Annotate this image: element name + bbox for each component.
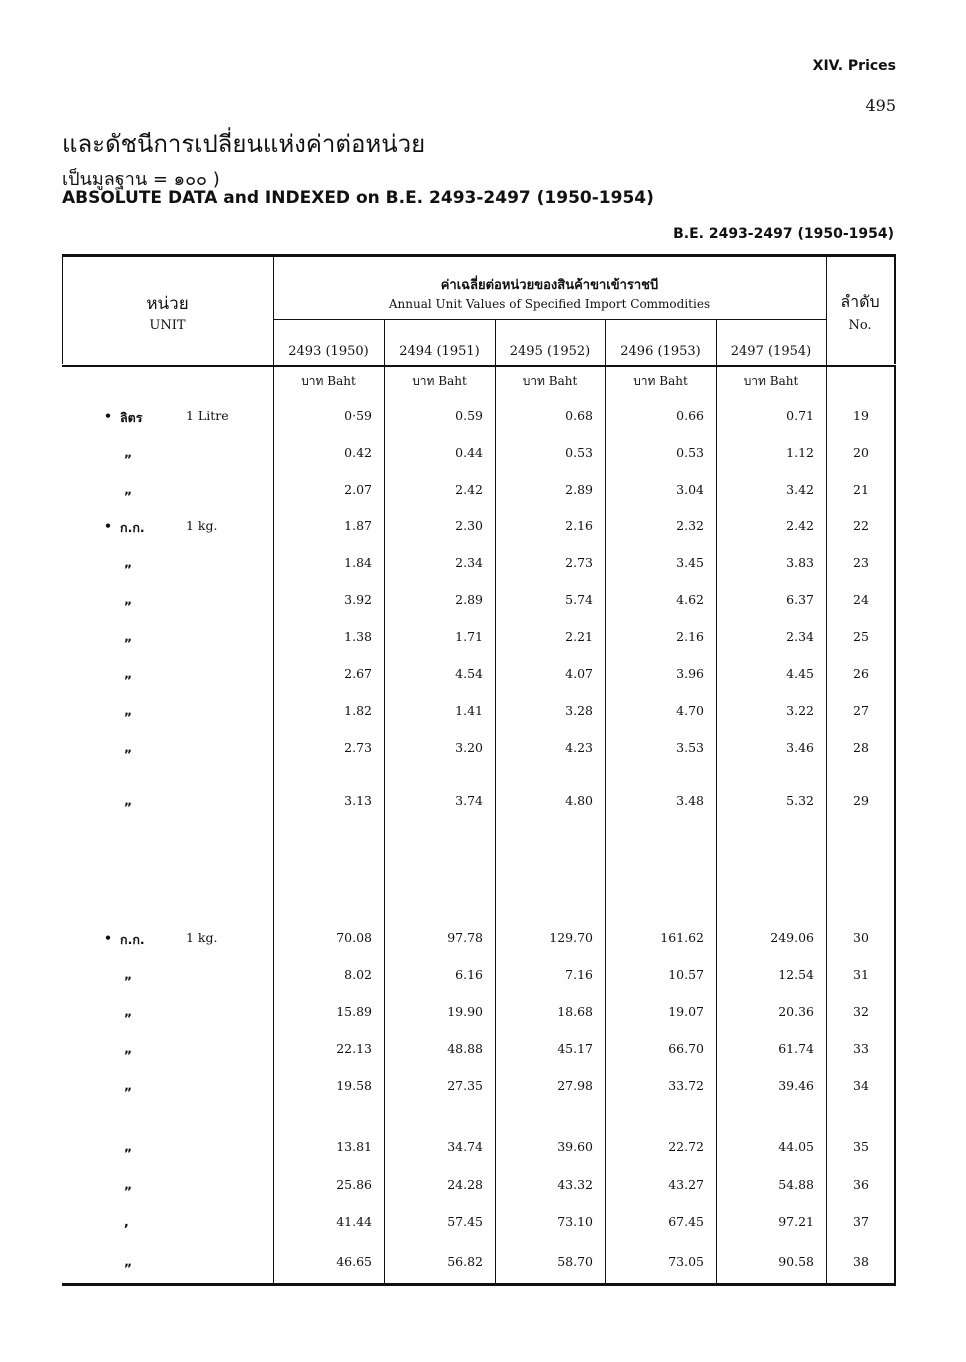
year-header: 2495 (1952) <box>509 344 591 359</box>
unit-thai: „ <box>124 592 133 607</box>
value-cell: 0.71 <box>786 408 814 423</box>
row-number: 22 <box>853 518 869 533</box>
value-cell: 25.86 <box>336 1177 372 1192</box>
value-cell: 19.90 <box>447 1004 483 1019</box>
row-number: 38 <box>853 1254 869 1269</box>
value-cell: 54.88 <box>778 1177 814 1192</box>
unit-thai: „ <box>124 793 133 808</box>
value-cell: 4.45 <box>786 666 814 681</box>
value-cell: 13.81 <box>336 1139 372 1154</box>
value-cell: 41.44 <box>336 1214 372 1229</box>
value-cell: 57.45 <box>447 1214 483 1229</box>
value-cell: 3.74 <box>455 793 483 808</box>
unit-thai: „ <box>124 666 133 681</box>
title-thai: และดัชนีการเปลี่ยนแห่งค่าต่อหน่วย <box>62 130 426 158</box>
unit-english: 1 kg. <box>186 518 218 533</box>
value-cell: 2.89 <box>455 592 483 607</box>
section-header: XIV. Prices <box>812 58 896 74</box>
title-english: ABSOLUTE DATA and INDEXED on B.E. 2493-2497 (1950-1954) <box>62 188 654 208</box>
value-cell: 3.28 <box>565 703 593 718</box>
value-cell: 2.34 <box>455 555 483 570</box>
value-cell: 0.66 <box>676 408 704 423</box>
value-cell: 0.68 <box>565 408 593 423</box>
value-cell: 56.82 <box>447 1254 483 1269</box>
value-cell: 2.67 <box>344 666 372 681</box>
unit-thai: ลิตร <box>120 410 143 425</box>
value-cell: 0.44 <box>455 445 483 460</box>
value-cell: 161.62 <box>660 930 704 945</box>
value-cell: 46.65 <box>336 1254 372 1269</box>
value-cell: 1.82 <box>344 703 372 718</box>
unit-thai: „ <box>124 1177 133 1192</box>
value-cell: 48.88 <box>447 1041 483 1056</box>
value-cell: 2.30 <box>455 518 483 533</box>
unit-thai: „ <box>124 967 133 982</box>
unit-thai: ก.ก. <box>120 932 145 947</box>
value-cell: 20.36 <box>778 1004 814 1019</box>
unit-thai: „ <box>124 482 133 497</box>
unit-english: 1 kg. <box>186 930 218 945</box>
value-cell: 39.46 <box>778 1078 814 1093</box>
value-cell: 3.46 <box>786 740 814 755</box>
value-cell: 70.08 <box>336 930 372 945</box>
value-cell: 8.02 <box>344 967 372 982</box>
row-number: 31 <box>853 967 869 982</box>
value-cell: 2.89 <box>565 482 593 497</box>
unit-thai: „ <box>124 703 133 718</box>
value-cell: 4.62 <box>676 592 704 607</box>
value-cell: 97.78 <box>447 930 483 945</box>
value-cell: 3.48 <box>676 793 704 808</box>
value-cell: 19.07 <box>668 1004 704 1019</box>
page-number: 495 <box>865 96 896 115</box>
unit-thai: „ <box>124 629 133 644</box>
value-cell: 3.20 <box>455 740 483 755</box>
values-header-english: Annual Unit Values of Specified Import Commodities <box>388 297 711 311</box>
value-cell: 43.32 <box>557 1177 593 1192</box>
row-number: 19 <box>853 408 869 423</box>
value-cell: 12.54 <box>778 967 814 982</box>
value-cell: 4.70 <box>676 703 704 718</box>
year-header: 2496 (1953) <box>620 344 701 359</box>
year-header: 2493 (1950) <box>288 344 369 359</box>
currency-label: บาท Baht <box>633 374 688 388</box>
value-cell: 45.17 <box>557 1041 593 1056</box>
value-cell: 10.57 <box>668 967 704 982</box>
row-number: 36 <box>853 1177 869 1192</box>
no-header-thai: ลำดับ <box>840 292 880 311</box>
value-cell: 3.96 <box>676 666 704 681</box>
row-number: 27 <box>853 703 869 718</box>
value-cell: 3.92 <box>344 592 372 607</box>
value-cell: 1.84 <box>344 555 372 570</box>
unit-header-thai: หน่วย <box>146 294 189 314</box>
value-cell: 15.89 <box>336 1004 372 1019</box>
row-number: 32 <box>853 1004 869 1019</box>
table-bottom-rule <box>62 1283 896 1286</box>
value-cell: 27.35 <box>447 1078 483 1093</box>
table-right-rule-lower <box>894 367 896 1285</box>
row-number: 21 <box>853 482 869 497</box>
unit-thai: „ <box>124 1004 133 1019</box>
value-cell: 1.71 <box>455 629 483 644</box>
unit-thai: „ <box>124 1254 133 1269</box>
row-number: 25 <box>853 629 869 644</box>
unit-thai: , <box>124 1214 129 1229</box>
value-cell: 73.05 <box>668 1254 704 1269</box>
value-cell: 2.32 <box>676 518 704 533</box>
value-cell: 0·59 <box>344 408 372 423</box>
row-number: 28 <box>853 740 869 755</box>
value-cell: 24.28 <box>447 1177 483 1192</box>
table-top-rule <box>62 254 896 257</box>
value-cell: 2.42 <box>786 518 814 533</box>
unit-english: 1 Litre <box>186 408 229 423</box>
value-cell: 1.38 <box>344 629 372 644</box>
value-cell: 1.41 <box>455 703 483 718</box>
value-cell: 5.74 <box>565 592 593 607</box>
value-cell: 1.12 <box>786 445 814 460</box>
value-cell: 4.23 <box>565 740 593 755</box>
value-cell: 2.16 <box>565 518 593 533</box>
value-cell: 0.59 <box>455 408 483 423</box>
value-cell: 4.80 <box>565 793 593 808</box>
value-cell: 2.73 <box>565 555 593 570</box>
value-cell: 129.70 <box>549 930 593 945</box>
value-cell: 43.27 <box>668 1177 704 1192</box>
row-number: 20 <box>853 445 869 460</box>
value-cell: 61.74 <box>778 1041 814 1056</box>
value-cell: 2.16 <box>676 629 704 644</box>
value-cell: 7.16 <box>565 967 593 982</box>
value-cell: 3.42 <box>786 482 814 497</box>
value-cell: 4.07 <box>565 666 593 681</box>
value-cell: 3.04 <box>676 482 704 497</box>
value-cell: 58.70 <box>557 1254 593 1269</box>
row-bullet: • <box>104 930 112 945</box>
value-cell: 0.42 <box>344 445 372 460</box>
value-cell: 6.37 <box>786 592 814 607</box>
value-cell: 67.45 <box>668 1214 704 1229</box>
value-cell: 19.58 <box>336 1078 372 1093</box>
row-number: 30 <box>853 930 869 945</box>
unit-thai: „ <box>124 740 133 755</box>
unit-thai: „ <box>124 1139 133 1154</box>
no-header-english: No. <box>848 318 872 333</box>
value-cell: 97.21 <box>778 1214 814 1229</box>
value-cell: 44.05 <box>778 1139 814 1154</box>
row-bullet: • <box>104 408 112 423</box>
value-cell: 3.45 <box>676 555 704 570</box>
year-header: 2497 (1954) <box>730 344 812 359</box>
unit-thai: „ <box>124 1078 133 1093</box>
currency-label: บาท Baht <box>412 374 467 388</box>
value-cell: 22.13 <box>336 1041 372 1056</box>
value-cell: 27.98 <box>557 1078 593 1093</box>
value-cell: 3.53 <box>676 740 704 755</box>
currency-label: บาท Baht <box>743 374 799 388</box>
unit-header-english: UNIT <box>149 318 186 333</box>
no-divider <box>826 254 827 1285</box>
header-bottom-rule <box>62 365 896 367</box>
value-cell: 22.72 <box>668 1139 704 1154</box>
row-number: 34 <box>853 1078 869 1093</box>
value-cell: 3.22 <box>786 703 814 718</box>
value-cell: 1.87 <box>344 518 372 533</box>
value-cell: 4.54 <box>455 666 483 681</box>
value-cell: 3.83 <box>786 555 814 570</box>
row-number: 26 <box>853 666 869 681</box>
value-cell: 3.13 <box>344 793 372 808</box>
row-number: 24 <box>853 592 869 607</box>
subtitle-thai: เป็นมูลฐาน = ๑๐๐ ) <box>62 169 220 190</box>
value-cell: 249.06 <box>770 930 814 945</box>
value-cell: 39.60 <box>557 1139 593 1154</box>
year-header: 2494 (1951) <box>399 344 480 359</box>
value-cell: 2.42 <box>455 482 483 497</box>
row-number: 29 <box>853 793 869 808</box>
unit-thai: „ <box>124 555 133 570</box>
unit-thai: „ <box>124 1041 133 1056</box>
value-cell: 90.58 <box>778 1254 814 1269</box>
value-cell: 33.72 <box>668 1078 704 1093</box>
row-number: 33 <box>853 1041 869 1056</box>
value-cell: 2.34 <box>786 629 814 644</box>
currency-label: บาท Baht <box>522 374 578 388</box>
unit-thai: ก.ก. <box>120 520 145 535</box>
value-cell: 2.73 <box>344 740 372 755</box>
row-number: 35 <box>853 1139 869 1154</box>
row-number: 37 <box>853 1214 869 1229</box>
value-cell: 5.32 <box>786 793 814 808</box>
value-cell: 0.53 <box>565 445 593 460</box>
value-cell: 0.53 <box>676 445 704 460</box>
unit-thai: „ <box>124 445 133 460</box>
row-bullet: • <box>104 518 112 533</box>
year-header-rule <box>273 319 826 320</box>
row-number: 23 <box>853 555 869 570</box>
value-cell: 34.74 <box>447 1139 483 1154</box>
value-cell: 18.68 <box>557 1004 593 1019</box>
value-cell: 66.70 <box>668 1041 704 1056</box>
currency-label: บาท Baht <box>301 374 356 388</box>
values-header-thai: ค่าเฉลี่ยต่อหน่วยของสินค้าขาเข้าราชบี <box>440 278 659 293</box>
value-cell: 2.21 <box>565 629 593 644</box>
period-label: B.E. 2493-2497 (1950-1954) <box>673 226 894 242</box>
table-right-rule <box>894 254 896 364</box>
value-cell: 2.07 <box>344 482 372 497</box>
value-cell: 73.10 <box>557 1214 593 1229</box>
value-cell: 6.16 <box>455 967 483 982</box>
